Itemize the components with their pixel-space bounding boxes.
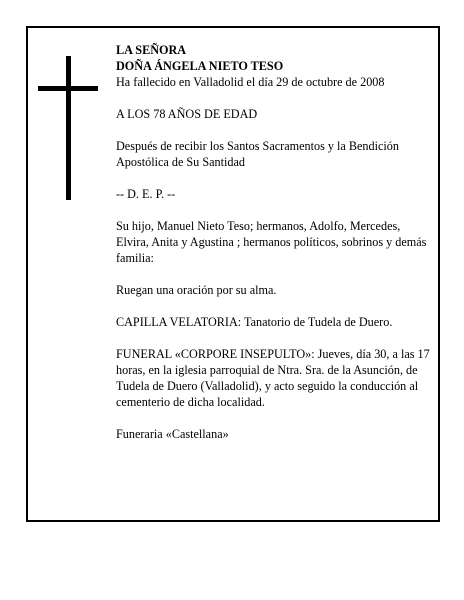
chapel-text: CAPILLA VELATORIA: Tanatorio de Tudela de Duero. [116, 315, 393, 329]
funeral-home: Funeraria «Castellana» [116, 427, 229, 441]
rip-line: -- D. E. P. -- [116, 187, 176, 201]
age-line: A LOS 78 AÑOS DE EDAD [116, 107, 258, 121]
family-text: Su hijo, Manuel Nieto Teso; hermanos, Adolfo, Mercedes, Elvira, Anita y Agustina ; hermanos políticos, sobrinos y demás familia: [116, 219, 427, 265]
notice-title-line1: LA SEÑORA [116, 43, 187, 57]
funeral-text: FUNERAL «CORPORE INSEPULTO»: Jueves, día 30, a las 17 horas, en la iglesia parroquial de Ntra. Sra. de la Asunción, de Tudela de Duero (Valladolid), y acto seguido la conducción al cementerio de dicha localidad. [116, 347, 430, 409]
cross-horizontal-bar [38, 86, 98, 91]
cross-vertical-bar [66, 56, 71, 200]
sacraments-text: Después de recibir los Santos Sacramentos y la Bendición Apostólica de Su Santidad [116, 139, 399, 169]
latin-cross-icon [38, 56, 98, 200]
notice-title-name: DOÑA ÁNGELA NIETO TESO [116, 59, 284, 73]
notice-text [116, 42, 430, 442]
death-place-date: Ha fallecido en Valladolid el día 29 de octubre de 2008 [116, 75, 385, 89]
prayer-line: Ruegan una oración por su alma. [116, 283, 277, 297]
death-notice-frame [26, 26, 440, 522]
